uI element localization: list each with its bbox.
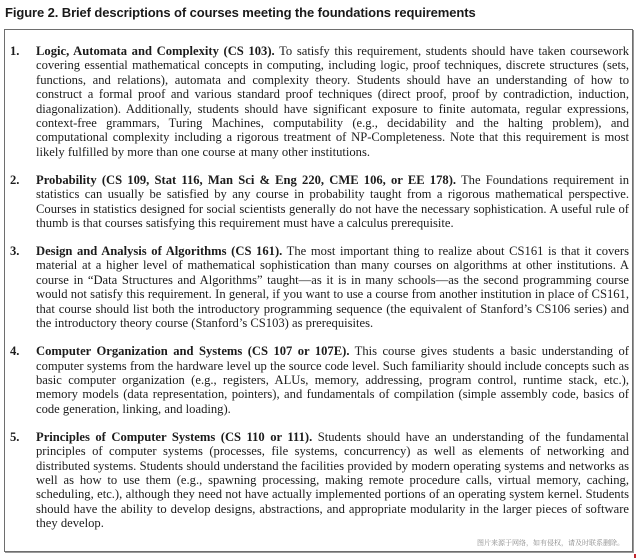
watermark-notice: 图片来源于网络，如有侵权，请及时联系删除。: [477, 539, 624, 547]
item-body: The most important thing to realize about CS161 is that it covers material at a higher level of mathematical sophistication than many courses on algorithms at other institutions. A course in “Data Structures and Algorithms” taught—as it is in many schools—as the second programming course would not satisfy this requirement. In general, if you want to use a course from another institution in place of CS161, that course should list both the introductory programming sequence (the equivalent of Stanford’s CS106 series) and the introductory theory course (Stanford’s CS103) as prerequisites.: [36, 244, 629, 331]
course-item-probability: [10, 173, 629, 231]
course-descriptions-box: [4, 29, 633, 552]
item-heading: Probability (CS 109, Stat 116, Man Sci & Eng 220, CME 106, or EE 178).: [36, 172, 457, 187]
item-heading: Logic, Automata and Complexity (CS 103).: [36, 44, 275, 58]
item-heading: Computer Organization and Systems (CS 107 or 107E).: [36, 344, 350, 359]
item-body: To satisfy this requirement, students should have taken coursework covering essential mathematical concepts in computing, including logic, proof techniques, discrete structures (sets, functions, and relations), automata and complexity theory. Students should have an understanding of how to construct a formal proof and various standard proof techniques (direct proof, proof by contradiction, induction, diagonalization). Additionally, students should have significant exposure to finite automata, regular expressions, context-free grammars, Turing Machines, computability (e.g., decidability and the halting problem), and computational complexity including a rigorous treatment of NP-Completeness. Note that this requirement is most likely fulfilled by more than one course at many other institutions.: [36, 44, 629, 159]
item-number: 5.: [10, 429, 20, 444]
item-number: 2.: [10, 172, 20, 187]
course-list: [10, 44, 629, 544]
item-body: This course gives students a basic understanding of computer systems from the hardware level up the source code level. Such familiarity should include concepts such as basic computer organization (e.g., registers, ALUs, memory, addressing, program control, runtime stack, etc.), memory models (data representation, pointers), and fundamentals of compilation (simple assembly code, basics of code generation, linking, and loading).: [36, 344, 629, 416]
item-number: 1.: [10, 44, 20, 58]
item-heading: Design and Analysis of Algorithms (CS 161).: [36, 244, 283, 259]
corner-mark: [634, 554, 636, 558]
item-heading: Principles of Computer Systems (CS 110 or 111).: [36, 429, 313, 444]
course-item-algorithms: [10, 244, 629, 330]
item-body: The Foundations requirement in statistics can usually be satisfied by any course in probability taught from a rigorous mathematical perspective. Courses in statistics designed for social scientists generally do not have the necessary sophistication. A useful rule of thumb is that courses satisfying this requirement must have a calculus prerequisite.: [36, 172, 629, 231]
item-number: 3.: [10, 244, 20, 259]
figure-title: Figure 2. Brief descriptions of courses meeting the foundations requirements: [5, 5, 476, 20]
item-number: 4.: [10, 344, 20, 359]
course-item-computer-systems: [10, 430, 629, 531]
course-item-logic-automata-complexity: [10, 44, 629, 159]
item-body: Students should have an understanding of the fundamental principles of computer systems (processes, file systems, concurrency) as well as elements of networking and distributed systems. Students should understand the facilities provided by modern operating systems and networks as well as how to use them (e.g., spawning processing, making remote procedure calls, virtual memory, caching, scheduling, etc.), although they need not have actually implemented portions of an operating system kernel. Students should have the ability to develop designs, abstractions, and appropriate modularity in the larger pieces of software they develop.: [36, 429, 629, 531]
course-item-computer-organization: [10, 344, 629, 416]
